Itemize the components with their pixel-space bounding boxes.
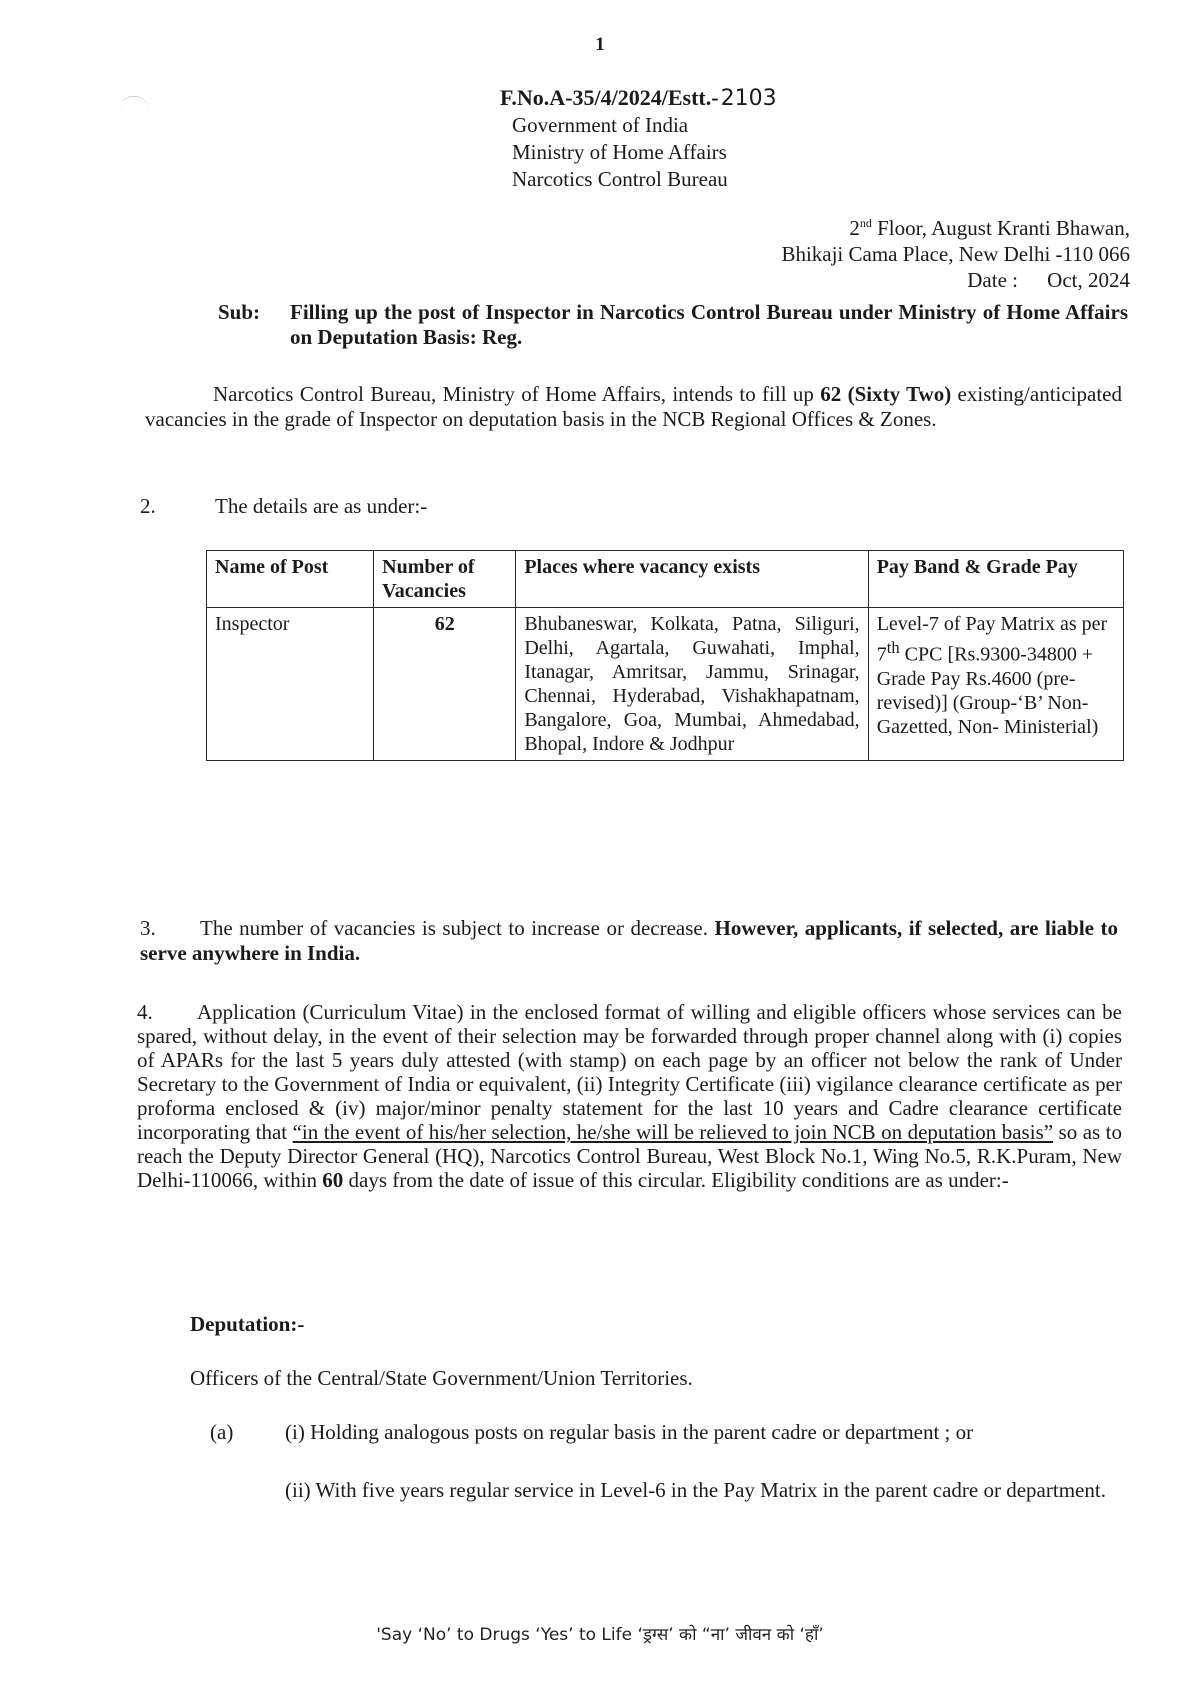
col-header-vacancies: Number of Vacancies <box>374 551 516 608</box>
table-row <box>207 608 1124 761</box>
file-number-text: F.No.A-35/4/2024/Estt.- <box>500 85 719 110</box>
subject-text: Filling up the post of Inspector in Narcotics Control Bureau under Ministry of Home Affairs on Deputation Basis: Reg. <box>290 300 1128 349</box>
handwritten-number: 2103 <box>720 86 777 111</box>
file-number <box>500 84 777 112</box>
cell-places: Bhubaneswar, Kolkata, Patna, Siliguri, Delhi, Agartala, Guwahati, Imphal, Itanagar, Amritsar, Jammu, Srinagar, Chennai, Hyderabad, Vishakhapatnam, Bangalore, Goa, Mumbai, Ahmedabad, Bhopal, Indore & Jodhpur <box>516 608 868 761</box>
paragraph-4: 4. Application (Curriculum Vitae) in the enclosed format of willing and eligible officers whose services can be spared, without delay, in the event of their selection may be forwarded through proper channel along with (i) copies of APARs for the last 5 years duly attested (with stamp) on each page by an officer not below the rank of Under Secretary to the Government of India or equivalent, (ii) Integrity Certificate (iii) vigilance clearance certificate as per proforma enclosed & (iv) major/minor penalty statement for the last 10 years and Cadre clearance certificate incorporating that “in the event of his/her selection, he/she will be relieved to join NCB on deputation basis” so as to reach the Deputy Director General (HQ), Narcotics Control Bureau, West Block No.1, Wing No.5, R.K.Puram, New Delhi-110066, within 60 days from the date of issue of this circular. Eligibility conditions are as under:- <box>137 1000 1123 1192</box>
para-number: 3. <box>140 916 156 940</box>
date-line <box>781 267 1130 293</box>
cell-post: Inspector <box>207 608 374 761</box>
para-number: 4. <box>137 1000 153 1024</box>
col-header-pay: Pay Band & Grade Pay <box>868 551 1123 608</box>
para-number: 2. <box>140 494 156 518</box>
paragraph-1: Narcotics Control Bureau, Ministry of Home Affairs, intends to fill up 62 (Sixty Two) existing/anticipated vacancies in the grade of Inspector on deputation basis in the NCB Regional Offices & Zones. <box>145 382 1122 431</box>
col-header-places: Places where vacancy exists <box>516 551 868 608</box>
address-block <box>781 210 1130 293</box>
subject-label: Sub: <box>218 300 261 324</box>
paragraph-2: 2. The details are as under:- <box>140 494 428 518</box>
address-line-1: 2nd Floor, August Kranti Bhawan, <box>849 216 1130 240</box>
condition-i: (i) Holding analogous posts on regular basis in the parent cadre or department ; or <box>285 1420 974 1444</box>
date-value: Oct, 2024 <box>1047 268 1130 292</box>
subject-block <box>218 300 1128 350</box>
footer-slogan: 'Say ‘No’ to Drugs ‘Yes’ to Life ‘ड्रग्स’ को “ना’ जीवन को ‘हाँ’ <box>376 1625 824 1645</box>
condition-ii: (ii) With five years regular service in Level-6 in the Pay Matrix in the parent cadre or department. <box>285 1478 1106 1502</box>
date-label: Date : <box>967 268 1018 292</box>
scan-mark <box>120 96 148 109</box>
underlined-clause: “in the event of his/her selection, he/she will be relieved to join NCB on deputation basis” <box>292 1120 1054 1144</box>
deputation-intro: Officers of the Central/State Government/Union Territories. <box>190 1366 693 1390</box>
ministry-line: Ministry of Home Affairs <box>512 140 727 164</box>
letter-header <box>500 84 777 193</box>
address-line-2: Bhikaji Cama Place, New Delhi -110 066 <box>781 242 1130 266</box>
cell-pay: Level-7 of Pay Matrix as per 7th CPC [Rs.9300-34800 + Grade Pay Rs.4600 (pre-revised)] (Group-‘B’ Non-Gazetted, Non- Ministerial) <box>868 608 1123 761</box>
vacancy-table <box>206 550 1124 761</box>
page-number: 1 <box>595 34 605 55</box>
table-header-row <box>207 551 1124 608</box>
col-header-post: Name of Post <box>207 551 374 608</box>
bureau-line: Narcotics Control Bureau <box>512 167 728 191</box>
cell-count: 62 <box>374 608 516 761</box>
deputation-heading: Deputation:- <box>190 1312 305 1336</box>
government-line: Government of India <box>512 113 689 137</box>
liability-note: However, applicants, if selected, are liable to serve anywhere in India. <box>140 916 1118 965</box>
condition-a-label: (a) <box>210 1420 234 1444</box>
paragraph-3: 3. The number of vacancies is subject to increase or decrease. However, applicants, if selected, are liable to serve anywhere in India. <box>140 916 1118 965</box>
vacancy-count: 62 (Sixty Two) <box>820 382 952 406</box>
